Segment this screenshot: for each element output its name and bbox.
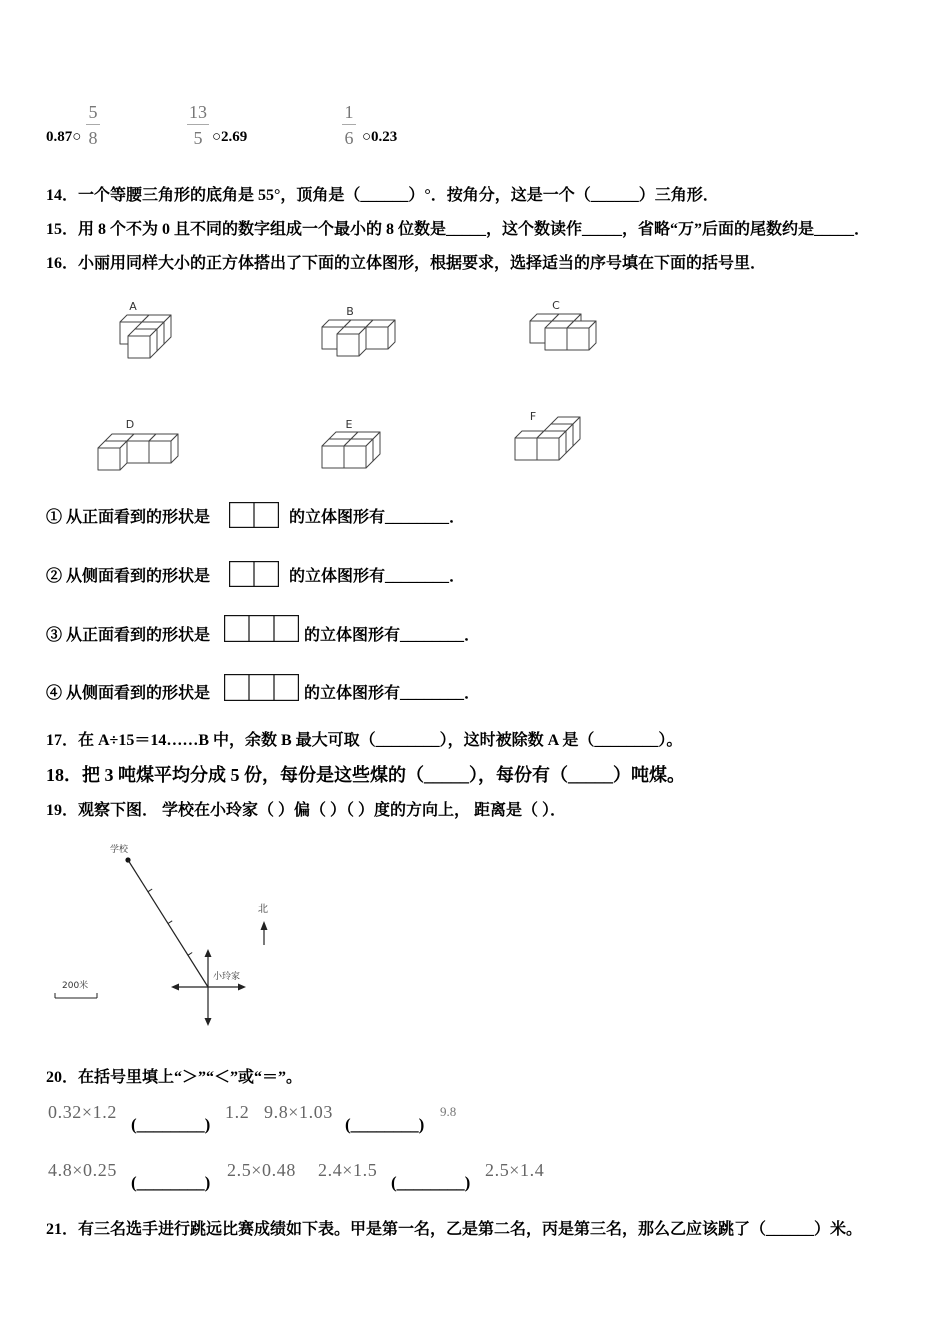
expression: 2.4×1.5 [318, 1160, 378, 1180]
direction-diagram [40, 830, 280, 1035]
fraction-denominator: 5 [193, 128, 203, 148]
figure-f [515, 417, 580, 460]
question-17: 17．在 A÷15＝14……B 中，余数 B 最大可取（________），这时被除数 A 是（________）。 [46, 732, 683, 749]
fraction-numerator: 1 [344, 102, 354, 122]
cube [149, 434, 178, 463]
fraction-denominator: 6 [344, 128, 354, 148]
cube [537, 431, 566, 460]
question-19: 19．观察下图． 学校在小玲家（ ）偏（ ）（ ）度的方向上， 距离是（ ）． [46, 802, 567, 819]
cube [567, 321, 596, 350]
question-20: 20．在括号里填上“＞”“＜”或“＝”。 [46, 1069, 303, 1086]
item-3-prefix: ③ 从正面看到的形状是 [46, 627, 211, 644]
two-square-view-shape [229, 561, 279, 587]
scale-tick [188, 953, 192, 956]
school-label: 学校 [110, 845, 129, 855]
comparison-1-left: 0.87○ [46, 129, 82, 145]
scale-tick [168, 921, 172, 924]
question-16: 16．小丽用同样大小的正方体搭出了下面的立体图形，根据要求，选择适当的序号填在下面的括号里． [46, 255, 767, 272]
expression: 9.8 [440, 1104, 457, 1119]
answer-blank: (________) [131, 1173, 211, 1192]
figure-label-c: C [552, 299, 560, 312]
scale-label: 200米 [62, 981, 89, 991]
fraction-numerator: 5 [88, 102, 98, 122]
question-14: 14．一个等腰三角形的底角是 55°，顶角是（______）°．按角分，这是一个（______）三角形． [46, 187, 719, 204]
expression: 2.5×1.4 [485, 1160, 545, 1180]
item-4-prefix: ④ 从侧面看到的形状是 [46, 685, 211, 702]
figure-c [530, 314, 596, 350]
figure-e [322, 432, 380, 468]
cube [366, 320, 395, 349]
answer-blank: (________) [131, 1115, 211, 1134]
item-1-prefix: ① 从正面看到的形状是 [46, 509, 211, 526]
figure-b [322, 320, 395, 356]
expression: 9.8×1.03 [264, 1102, 333, 1122]
fraction-bar [342, 124, 356, 125]
comparison-3-right: ○0.23 [362, 129, 398, 145]
figure-d [98, 434, 178, 470]
figure-label-d: D [125, 418, 135, 431]
question-18: 18．把 3 吨煤平均分成 5 份，每份是这些煤的（_____），每份有（_____）吨煤。 [46, 765, 685, 785]
cube [344, 439, 373, 468]
comparison-2-fraction [187, 101, 209, 149]
figure-a [120, 315, 171, 358]
compass-cross [171, 949, 246, 1026]
cube-layer [98, 314, 596, 470]
item-2-suffix: 的立体图形有________． [289, 568, 466, 585]
expression: 0.32×1.2 [48, 1102, 117, 1122]
cube [98, 441, 127, 470]
figure-label-b: B [346, 305, 354, 318]
three-square-view-shape [224, 615, 299, 642]
figure-label-a: A [129, 300, 137, 313]
answer-blank: (________) [391, 1173, 471, 1192]
scale-tick [148, 889, 152, 892]
expression: 4.8×0.25 [48, 1160, 117, 1180]
cube-figures [0, 290, 700, 490]
comparison-2-right: ○2.69 [212, 129, 248, 145]
fraction-numerator: 13 [189, 102, 207, 122]
three-square-view-shape [224, 674, 299, 701]
item-4-suffix: 的立体图形有________． [304, 685, 481, 702]
fraction-bar [187, 124, 209, 125]
comparison-1-fraction [86, 101, 100, 149]
comparison-3-fraction [342, 101, 356, 149]
north-label: 北 [258, 904, 268, 915]
question-15: 15．用 8 个不为 0 且不同的数字组成一个最小的 8 位数是_____，这个数读作_____，省略“万”后面的尾数约是_____． [46, 221, 871, 238]
answer-blank: (________) [345, 1115, 425, 1134]
item-1-suffix: 的立体图形有________． [289, 509, 466, 526]
fraction-bar [86, 124, 100, 125]
item-2-prefix: ② 从侧面看到的形状是 [46, 568, 211, 585]
fraction-denominator: 8 [88, 128, 98, 148]
item-3-suffix: 的立体图形有________． [304, 627, 481, 644]
figure-label-f: F [529, 410, 537, 423]
scale-bar [55, 993, 97, 998]
two-square-view-shape [229, 502, 279, 528]
expression: 1.2 [225, 1102, 250, 1122]
home-label: 小玲家 [213, 972, 241, 982]
cube [337, 327, 366, 356]
cube [128, 329, 157, 358]
figure-label-e: E [345, 418, 353, 431]
question-21: 21．有三名选手进行跳远比赛成绩如下表。甲是第一名，乙是第二名，丙是第三名，那么乙应该跳了（______）米。 [46, 1221, 863, 1238]
expression: 2.5×0.48 [227, 1160, 296, 1180]
north-arrow-icon [261, 921, 268, 945]
